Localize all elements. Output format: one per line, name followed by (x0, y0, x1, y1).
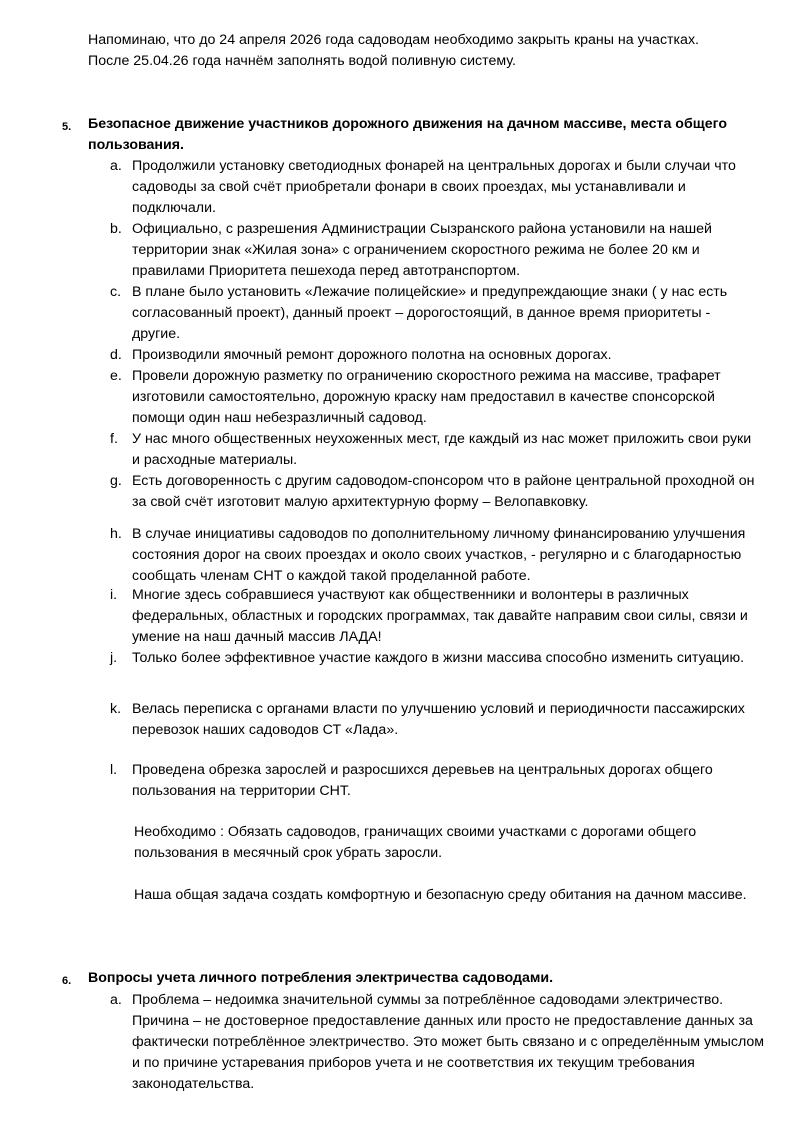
list-item (110, 585, 760, 648)
list-marker: b. (110, 221, 122, 237)
list-item-text: Есть договоренность с другим садоводом-спонсором что в районе центральной проходной он за свой счёт изготовит малую архитектурную форму – Велопавковку. (132, 473, 755, 510)
list-marker: i. (110, 587, 118, 603)
list-item (110, 760, 760, 802)
section-6-heading (62, 968, 752, 989)
list-marker: j. (110, 650, 118, 666)
list-item-text: Проблема – недоимка значительной суммы за потреблённое садоводами электричество. Причина – не достоверное предоставление данных или просто не предоставление данных за фактически потреблённое электричество. Это может быть связано и с определённым умыслом и по причине устаревания приборов учета и не соответствия их текущим требования законодательства. (132, 992, 765, 1092)
list-item (110, 156, 760, 219)
list-item (110, 699, 760, 741)
note-paragraph: Наша общая задача создать комфортную и безопасную среду обитания на дачном массиве. (134, 887, 747, 903)
list-item (110, 648, 760, 669)
list-item-text: В плане было установить «Лежачие полицейские» и предупреждающие знаки ( у нас есть согласованный проект), данный проект – дорогостоящий, в данное время приоритеты - другие. (132, 284, 728, 342)
list-item-text: Провели дорожную разметку по ограничению скоростного режима на массиве, трафарет изготовили самостоятельно, дорожную краску нам предоставил в качестве спонсорской помощи один наш небезразличный садовод. (132, 368, 721, 426)
list-item-text: У нас много общественных неухоженных мест, где каждый из нас может приложить свои руки и расходные материалы. (132, 431, 752, 468)
list-item (110, 990, 766, 1095)
list-item (110, 345, 760, 366)
list-item-text: Проведена обрезка зарослей и разросшихся деревьев на центральных дорогах общего пользования на территории СНТ. (132, 762, 713, 799)
list-item-text: Только более эффективное участие каждого в жизни массива способно изменить ситуацию. (132, 650, 745, 666)
note-paragraph: Необходимо : Обязать садоводов, граничащих своими участками с дорогами общего пользования в месячный срок убрать заросли. (134, 824, 697, 861)
section-5-heading (62, 114, 752, 156)
list-marker: a. (110, 158, 122, 174)
list-marker: f. (110, 431, 118, 447)
list-item-text: В случае инициативы садоводов по дополнительному личному финансированию улучшения состояния дорог на своих проездах и около своих участков, - регулярно и с благодарностью сообщать членам СНТ о каждой такой проделанной работе. (132, 526, 746, 584)
list-item (110, 366, 760, 429)
section-number: 5. (62, 121, 72, 133)
list-item-text: Многие здесь собравшиеся участвуют как общественники и волонтеры в различных федеральных, областных и городских программах, так давайте направим свои силы, связи и умение на наш дачный массив ЛАДА! (132, 587, 748, 645)
list-marker: e. (110, 368, 122, 384)
list-marker: c. (110, 284, 122, 300)
list-marker: h. (110, 526, 122, 542)
list-marker: l. (110, 762, 118, 778)
list-marker: d. (110, 347, 122, 363)
list-marker: k. (110, 701, 122, 717)
list-item (110, 524, 760, 587)
section-title: Вопросы учета личного потребления электричества садоводами. (88, 970, 554, 986)
list-marker: a. (110, 992, 122, 1008)
list-item-text: Производили ямочный ремонт дорожного полотна на основных дорогах. (132, 347, 612, 363)
list-item (110, 219, 760, 282)
intro-line-2: После 25.04.26 года начнём заполнять водой поливную систему. (88, 53, 516, 69)
intro-line-1: Напоминаю, что до 24 апреля 2026 года садоводам необходимо закрыть краны на участках. (88, 32, 699, 48)
list-item (110, 429, 760, 471)
list-item-text: Велась переписка с органами власти по улучшению условий и периодичности пассажирских перевозок наших садоводов СТ «Лада». (132, 701, 745, 738)
section-title: Безопасное движение участников дорожного движения на дачном массиве, места общего пользования. (88, 116, 727, 153)
section-number: 6. (62, 975, 72, 987)
intro-paragraph (88, 30, 768, 72)
list-item (110, 282, 760, 345)
list-item-text: Официально, с разрешения Администрации Сызранского района установили на нашей территории знак «Жилая зона» с ограничением скоростного режима не более 20 км и правилами Приоритета пешехода перед автотранспортом. (132, 221, 712, 279)
list-item-text: Продолжили установку светодиодных фонарей на центральных дорогах и были случаи что садоводы за свой счёт приобретали фонари в своих проездах, мы устанавливали и подключали. (132, 158, 736, 216)
list-marker: g. (110, 473, 122, 489)
list-item (110, 471, 760, 513)
